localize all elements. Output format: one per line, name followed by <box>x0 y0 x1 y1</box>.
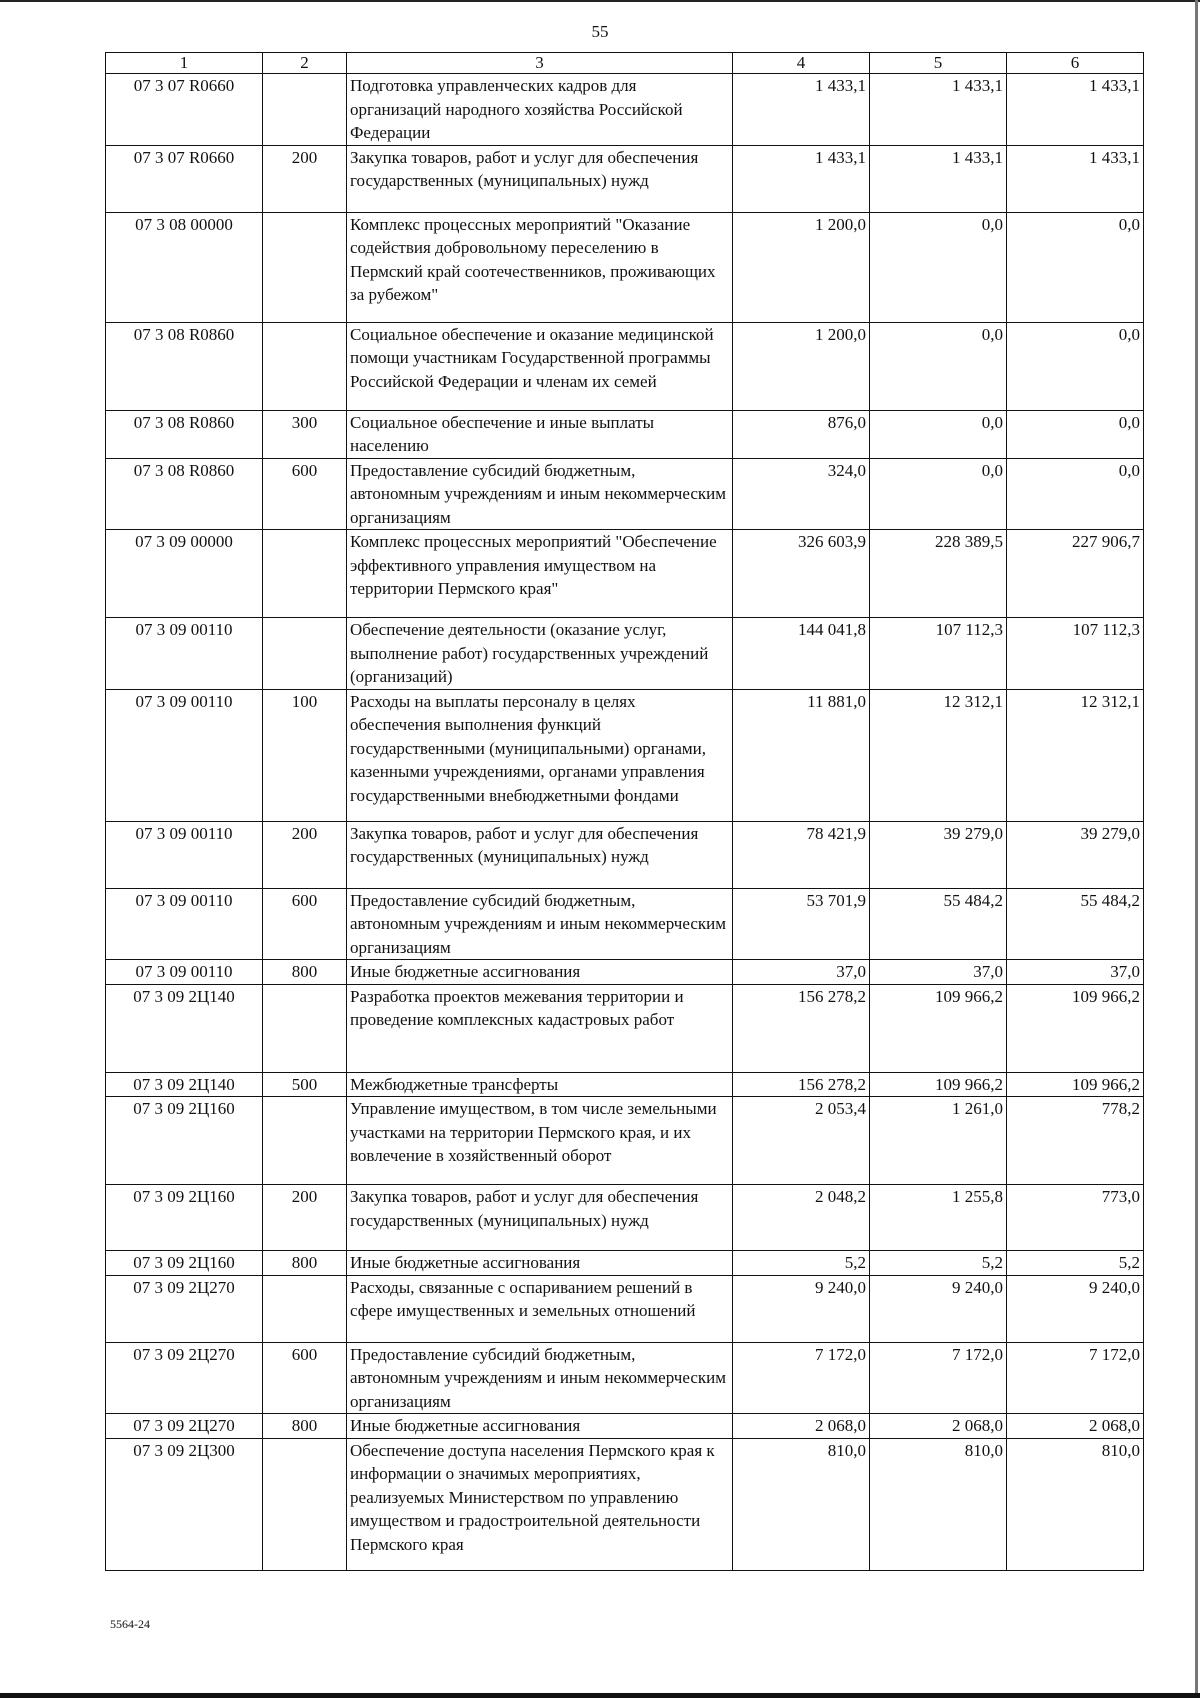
cell-code: 07 3 08 R0860 <box>106 410 263 458</box>
cell-amount-col5: 107 112,3 <box>870 618 1007 690</box>
cell-description: Управление имуществом, в том числе земельными участками на территории Пермского края, и их вовлечение в хозяйственный оборот <box>347 1097 733 1185</box>
column-header: 1 <box>106 53 263 74</box>
cell-amount-col6: 2 068,0 <box>1007 1414 1144 1439</box>
cell-amount-col6: 1 433,1 <box>1007 74 1144 146</box>
cell-code: 07 3 09 2Ц270 <box>106 1342 263 1414</box>
cell-expense-type: 300 <box>263 410 347 458</box>
cell-amount-col6: 1 433,1 <box>1007 145 1144 212</box>
cell-expense-type <box>263 530 347 618</box>
table-row <box>106 689 1144 821</box>
cell-amount-col5: 5,2 <box>870 1251 1007 1276</box>
cell-amount-col5: 55 484,2 <box>870 888 1007 960</box>
table-row <box>106 322 1144 410</box>
cell-description: Закупка товаров, работ и услуг для обеспечения государственных (муниципальных) нужд <box>347 145 733 212</box>
cell-amount-col4: 11 881,0 <box>733 689 870 821</box>
cell-amount-col4: 326 603,9 <box>733 530 870 618</box>
cell-code: 07 3 07 R0660 <box>106 74 263 146</box>
cell-amount-col5: 2 068,0 <box>870 1414 1007 1439</box>
column-header: 4 <box>733 53 870 74</box>
cell-amount-col5: 109 966,2 <box>870 984 1007 1072</box>
cell-amount-col6: 7 172,0 <box>1007 1342 1144 1414</box>
table-row <box>106 1185 1144 1251</box>
cell-amount-col5: 0,0 <box>870 212 1007 322</box>
cell-code: 07 3 09 2Ц140 <box>106 1072 263 1097</box>
table-row <box>106 821 1144 888</box>
budget-table <box>105 52 1144 1571</box>
cell-code: 07 3 08 R0860 <box>106 458 263 530</box>
cell-expense-type: 800 <box>263 1414 347 1439</box>
cell-description: Обеспечение доступа населения Пермского края к информации о значимых мероприятиях, реализуемых Министерством по управлению имуществом и градостроительной деятельности Пермского края <box>347 1438 733 1570</box>
cell-expense-type: 800 <box>263 1251 347 1276</box>
cell-code: 07 3 09 00110 <box>106 689 263 821</box>
table-body <box>106 74 1144 1571</box>
cell-amount-col5: 1 261,0 <box>870 1097 1007 1185</box>
cell-amount-col4: 7 172,0 <box>733 1342 870 1414</box>
cell-amount-col5: 109 966,2 <box>870 1072 1007 1097</box>
cell-amount-col4: 1 433,1 <box>733 74 870 146</box>
cell-amount-col5: 1 255,8 <box>870 1185 1007 1251</box>
scan-border-top <box>0 0 1200 2</box>
cell-code: 07 3 09 00110 <box>106 888 263 960</box>
cell-amount-col4: 1 433,1 <box>733 145 870 212</box>
table-row <box>106 1275 1144 1342</box>
cell-code: 07 3 09 00000 <box>106 530 263 618</box>
scan-border-right <box>1195 0 1198 1698</box>
cell-code: 07 3 09 2Ц270 <box>106 1414 263 1439</box>
cell-amount-col4: 156 278,2 <box>733 1072 870 1097</box>
cell-description: Предоставление субсидий бюджетным, автономным учреждениям и иным некоммерческим организациям <box>347 1342 733 1414</box>
column-header: 2 <box>263 53 347 74</box>
cell-description: Иные бюджетные ассигнования <box>347 1414 733 1439</box>
cell-amount-col5: 0,0 <box>870 458 1007 530</box>
table-row <box>106 458 1144 530</box>
cell-description: Комплекс процессных мероприятий "Обеспечение эффективного управления имуществом на территории Пермского края" <box>347 530 733 618</box>
cell-amount-col6: 778,2 <box>1007 1097 1144 1185</box>
cell-expense-type <box>263 212 347 322</box>
cell-amount-col4: 1 200,0 <box>733 212 870 322</box>
cell-code: 07 3 09 00110 <box>106 960 263 985</box>
cell-amount-col6: 12 312,1 <box>1007 689 1144 821</box>
cell-expense-type <box>263 322 347 410</box>
cell-description: Расходы на выплаты персоналу в целях обеспечения выполнения функций государственными (муниципальными) органами, казенными учреждениями, органами управления государственными внебюджетными фондами <box>347 689 733 821</box>
cell-amount-col5: 228 389,5 <box>870 530 1007 618</box>
cell-description: Разработка проектов межевания территории и проведение комплексных кадастровых работ <box>347 984 733 1072</box>
cell-expense-type: 200 <box>263 1185 347 1251</box>
cell-amount-col4: 78 421,9 <box>733 821 870 888</box>
cell-amount-col4: 37,0 <box>733 960 870 985</box>
cell-code: 07 3 09 2Ц160 <box>106 1185 263 1251</box>
cell-amount-col4: 876,0 <box>733 410 870 458</box>
cell-amount-col6: 9 240,0 <box>1007 1275 1144 1342</box>
cell-amount-col4: 324,0 <box>733 458 870 530</box>
cell-amount-col6: 0,0 <box>1007 322 1144 410</box>
cell-description: Расходы, связанные с оспариванием решений в сфере имущественных и земельных отношений <box>347 1275 733 1342</box>
document-code: 5564-24 <box>110 1617 150 1631</box>
table-header-row <box>106 53 1144 74</box>
cell-expense-type <box>263 1438 347 1570</box>
cell-description: Иные бюджетные ассигнования <box>347 960 733 985</box>
cell-code: 07 3 09 2Ц160 <box>106 1251 263 1276</box>
cell-expense-type: 600 <box>263 888 347 960</box>
cell-expense-type <box>263 984 347 1072</box>
cell-amount-col6: 37,0 <box>1007 960 1144 985</box>
cell-amount-col6: 0,0 <box>1007 458 1144 530</box>
cell-code: 07 3 08 R0860 <box>106 322 263 410</box>
table-row <box>106 1097 1144 1185</box>
cell-amount-col6: 109 966,2 <box>1007 984 1144 1072</box>
cell-amount-col5: 7 172,0 <box>870 1342 1007 1414</box>
cell-amount-col6: 109 966,2 <box>1007 1072 1144 1097</box>
cell-description: Закупка товаров, работ и услуг для обеспечения государственных (муниципальных) нужд <box>347 821 733 888</box>
table-row <box>106 530 1144 618</box>
cell-description: Комплекс процессных мероприятий "Оказание содействия добровольному переселению в Пермский край соотечественников, проживающих за рубежом" <box>347 212 733 322</box>
cell-amount-col4: 1 200,0 <box>733 322 870 410</box>
cell-code: 07 3 09 00110 <box>106 821 263 888</box>
cell-expense-type: 800 <box>263 960 347 985</box>
cell-amount-col5: 1 433,1 <box>870 145 1007 212</box>
cell-amount-col6: 107 112,3 <box>1007 618 1144 690</box>
table-row <box>106 145 1144 212</box>
cell-code: 07 3 08 00000 <box>106 212 263 322</box>
cell-amount-col4: 2 048,2 <box>733 1185 870 1251</box>
cell-description: Закупка товаров, работ и услуг для обеспечения государственных (муниципальных) нужд <box>347 1185 733 1251</box>
cell-code: 07 3 09 2Ц300 <box>106 1438 263 1570</box>
cell-amount-col4: 810,0 <box>733 1438 870 1570</box>
cell-amount-col5: 12 312,1 <box>870 689 1007 821</box>
cell-amount-col4: 53 701,9 <box>733 888 870 960</box>
page-number: 55 <box>591 22 609 41</box>
cell-amount-col4: 5,2 <box>733 1251 870 1276</box>
cell-amount-col5: 0,0 <box>870 322 1007 410</box>
scan-border-bottom <box>0 1693 1200 1698</box>
cell-amount-col4: 9 240,0 <box>733 1275 870 1342</box>
cell-code: 07 3 09 2Ц160 <box>106 1097 263 1185</box>
cell-amount-col6: 0,0 <box>1007 212 1144 322</box>
cell-expense-type: 200 <box>263 821 347 888</box>
table-row <box>106 1342 1144 1414</box>
table-row <box>106 1072 1144 1097</box>
table-row <box>106 960 1144 985</box>
column-header: 5 <box>870 53 1007 74</box>
table-row <box>106 984 1144 1072</box>
cell-expense-type: 600 <box>263 1342 347 1414</box>
cell-expense-type: 500 <box>263 1072 347 1097</box>
cell-code: 07 3 07 R0660 <box>106 145 263 212</box>
column-header: 3 <box>347 53 733 74</box>
cell-amount-col6: 55 484,2 <box>1007 888 1144 960</box>
cell-description: Предоставление субсидий бюджетным, автономным учреждениям и иным некоммерческим организациям <box>347 458 733 530</box>
cell-amount-col5: 810,0 <box>870 1438 1007 1570</box>
cell-expense-type <box>263 618 347 690</box>
cell-expense-type: 200 <box>263 145 347 212</box>
cell-amount-col5: 0,0 <box>870 410 1007 458</box>
cell-amount-col6: 0,0 <box>1007 410 1144 458</box>
cell-description: Предоставление субсидий бюджетным, автономным учреждениям и иным некоммерческим организациям <box>347 888 733 960</box>
cell-description: Обеспечение деятельности (оказание услуг, выполнение работ) государственных учреждений (организаций) <box>347 618 733 690</box>
cell-amount-col5: 1 433,1 <box>870 74 1007 146</box>
cell-amount-col4: 2 053,4 <box>733 1097 870 1185</box>
table-row <box>106 212 1144 322</box>
cell-amount-col5: 37,0 <box>870 960 1007 985</box>
cell-code: 07 3 09 2Ц140 <box>106 984 263 1072</box>
cell-expense-type: 100 <box>263 689 347 821</box>
cell-amount-col4: 144 041,8 <box>733 618 870 690</box>
cell-amount-col5: 39 279,0 <box>870 821 1007 888</box>
cell-amount-col5: 9 240,0 <box>870 1275 1007 1342</box>
cell-expense-type: 600 <box>263 458 347 530</box>
cell-amount-col4: 2 068,0 <box>733 1414 870 1439</box>
cell-expense-type <box>263 74 347 146</box>
cell-amount-col6: 39 279,0 <box>1007 821 1144 888</box>
cell-description: Социальное обеспечение и оказание медицинской помощи участникам Государственной программы Российской Федерации и членам их семей <box>347 322 733 410</box>
cell-description: Подготовка управленческих кадров для организаций народного хозяйства Российской Федерации <box>347 74 733 146</box>
cell-code: 07 3 09 00110 <box>106 618 263 690</box>
cell-amount-col4: 156 278,2 <box>733 984 870 1072</box>
table-row <box>106 1414 1144 1439</box>
cell-description: Социальное обеспечение и иные выплаты населению <box>347 410 733 458</box>
cell-amount-col6: 227 906,7 <box>1007 530 1144 618</box>
table-row <box>106 618 1144 690</box>
cell-expense-type <box>263 1097 347 1185</box>
cell-expense-type <box>263 1275 347 1342</box>
table-row <box>106 410 1144 458</box>
cell-amount-col6: 810,0 <box>1007 1438 1144 1570</box>
column-header: 6 <box>1007 53 1144 74</box>
cell-amount-col6: 773,0 <box>1007 1185 1144 1251</box>
table-row <box>106 1438 1144 1570</box>
cell-description: Иные бюджетные ассигнования <box>347 1251 733 1276</box>
cell-code: 07 3 09 2Ц270 <box>106 1275 263 1342</box>
cell-description: Межбюджетные трансферты <box>347 1072 733 1097</box>
table-row <box>106 888 1144 960</box>
table-row <box>106 74 1144 146</box>
table-row <box>106 1251 1144 1276</box>
cell-amount-col6: 5,2 <box>1007 1251 1144 1276</box>
